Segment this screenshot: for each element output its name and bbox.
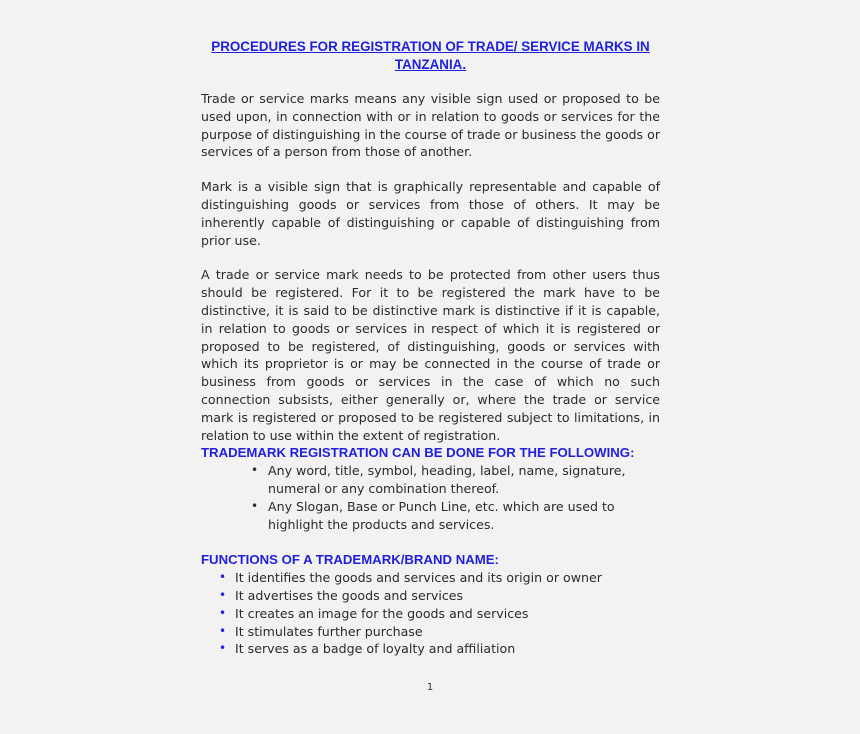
bullet-icon: • <box>219 587 227 602</box>
paragraph-protection: A trade or service mark needs to be protected from other users thus should be registered. For it to be registered the mark have to be distinctive, it is said to be distinctive mark is distinctive if it is capable, in relation to goods or services in respect of which it is registered or proposed to be registered, of distinguishing, goods or services with which its proprietor is or may be connected in the course of trade or business from goods or services in the case of which no such connection subsists, either generally or, where the trade or service mark is registered or proposed to be registered subject to limitations, in relation to use within the extent of registration. <box>201 267 660 443</box>
bullet-icon: • <box>219 623 227 638</box>
paragraph-definition: Trade or service marks means any visible sign used or proposed to be used upon, in connection with or in relation to goods or services for the purpose of distinguishing in the course of trade or business the goods or services of a person from those of another. <box>201 91 660 160</box>
list-item <box>217 605 660 623</box>
registration-heading: TRADEMARK REGISTRATION CAN BE DONE FOR THE FOLLOWING: <box>201 445 635 461</box>
list-item-text: It serves as a badge of loyalty and affiliation <box>235 641 516 657</box>
bullet-icon: • <box>251 498 259 513</box>
bullet-icon: • <box>219 570 227 585</box>
list-item <box>217 623 660 641</box>
list-item <box>217 587 660 605</box>
bullet-icon: • <box>219 605 227 620</box>
list-item-text: It stimulates further purchase <box>235 623 423 639</box>
page-number: 1 <box>426 682 434 693</box>
list-item <box>249 498 640 534</box>
functions-heading: FUNCTIONS OF A TRADEMARK/BRAND NAME: <box>201 552 499 568</box>
paragraph-mark: Mark is a visible sign that is graphically representable and capable of distinguishing goods or services from those of others. It may be inherently capable of distinguishing or capable of distinguishing from prior use. <box>201 179 660 248</box>
bullet-icon: • <box>219 641 227 656</box>
functions-list <box>217 569 660 658</box>
list-item-text: Any word, title, symbol, heading, label, name, signature, numeral or any combination thereof. <box>268 463 626 496</box>
list-item-text: It advertises the goods and services <box>235 587 464 603</box>
document-title: PROCEDURES FOR REGISTRATION OF TRADE/ SERVICE MARKS IN TANZANIA. <box>211 39 650 72</box>
list-item <box>217 640 660 658</box>
list-item-text: It creates an image for the goods and services <box>235 605 529 621</box>
bullet-icon: • <box>251 463 259 478</box>
list-item <box>217 569 660 587</box>
list-item-text: It identifies the goods and services and its origin or owner <box>235 570 602 586</box>
document-body <box>201 38 660 658</box>
registration-list <box>249 462 660 533</box>
list-item <box>249 462 640 498</box>
list-item-text: Any Slogan, Base or Punch Line, etc. which are used to highlight the products and services. <box>268 498 615 532</box>
